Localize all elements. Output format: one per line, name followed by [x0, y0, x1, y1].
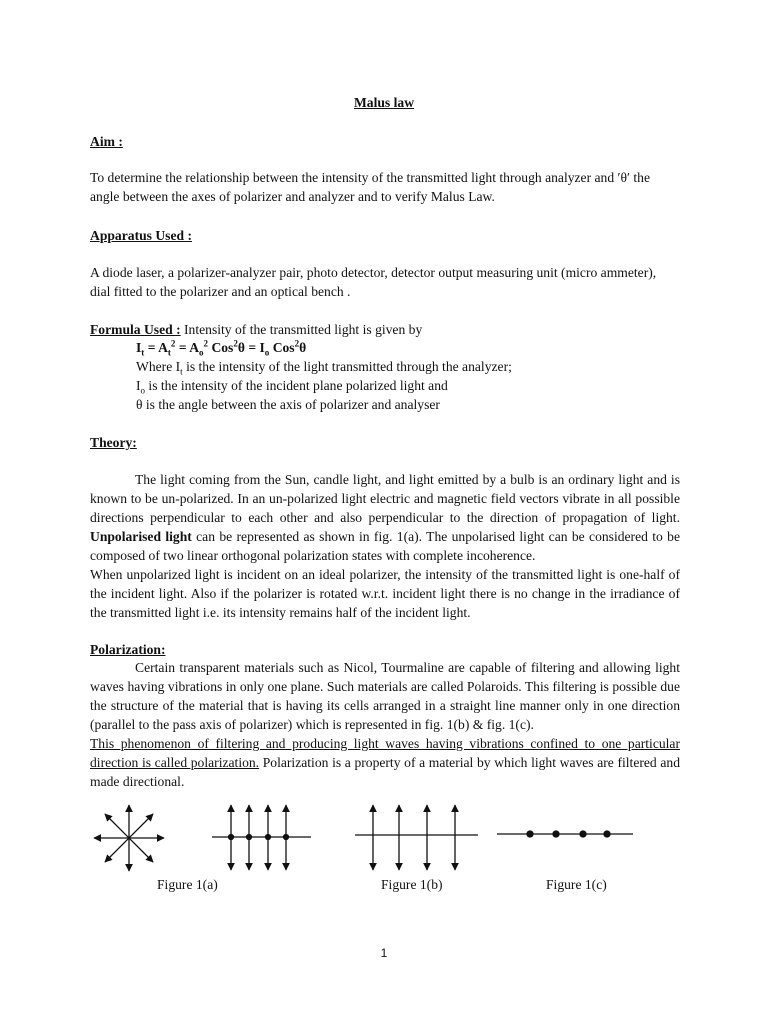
apparatus-line-1: A diode laser, a polarizer-analyzer pair, photo detector, detector output measuring unit (micro ammeter),: [90, 265, 657, 280]
eq-sub: o: [199, 347, 204, 358]
page-title: Malus law: [353, 95, 415, 110]
polarization-heading: Polarization:: [90, 642, 166, 657]
eq-sub: t: [167, 347, 171, 358]
io-text: is the intensity of the incident plane polarized light and: [145, 378, 448, 393]
eq-part: Cos: [208, 340, 234, 355]
formula-io-line: [136, 376, 448, 395]
eq-sup: 2: [170, 338, 176, 349]
page-number: 1: [380, 946, 388, 960]
aim-line-2: angle between the axes of polarizer and analyzer and to verify Malus Law.: [90, 189, 495, 204]
eq-sub: t: [141, 347, 145, 358]
apparatus-text: [90, 263, 680, 301]
eq-sub: o: [264, 347, 270, 358]
figure-1a-unpolarized-star: [94, 805, 164, 871]
theory-text-run: The light coming from the Sun, candle light, and light emitted by a bulb is an ordinary light and is known to be un-polarized. In an un-polarized light electric and magnetic field vectors vibrate in all possible directions perpendicular to each other and also perpendicular to the direction of propagation of light.: [90, 472, 680, 525]
figure-1a-components: [212, 805, 311, 870]
where-text: is the intensity of the light transmitted through the analyzer;: [182, 359, 512, 374]
eq-part: I: [136, 340, 142, 355]
theory-paragraph-1: [90, 470, 680, 565]
polarization-definition: This phenomenon of filtering and producing light waves having vibrations confined to one particular direction is called polarization.: [90, 736, 680, 770]
formula-intro: Intensity of the transmitted light is given by: [180, 322, 423, 337]
io-sub: o: [140, 385, 146, 396]
where-sub: t: [180, 366, 183, 377]
polarization-text-run: Polarization is a property of a material by which light waves are filtered and made directional.: [90, 755, 680, 789]
formula-heading: Formula Used :: [90, 322, 181, 337]
eq-sup: 2: [233, 338, 238, 349]
theory-text: [90, 470, 680, 622]
eq-part: = A: [144, 340, 168, 355]
polarization-figures: [0, 790, 768, 875]
apparatus-line-2: dial fitted to the polarizer and an optical bench .: [90, 284, 351, 299]
figure-1c-caption: Figure 1(c): [546, 877, 607, 892]
theory-text-run: can be represented as shown in fig. 1(a). The unpolarised light can be considered to be composed of two linear orthogonal polarization states with complete incoherence.: [90, 529, 681, 563]
eq-part: θ = I: [237, 340, 265, 355]
aim-heading: Aim :: [90, 134, 123, 149]
eq-part: Cos: [269, 340, 295, 355]
formula-theta-line: θ is the angle between the axis of polarizer and analyser: [136, 397, 440, 412]
where-text: Where I: [136, 359, 181, 374]
theory-paragraph-2: When unpolarized light is incident on an ideal polarizer, the intensity of the transmitted light is one-half of the incident light. Also if the polarizer is rotated w.r.t. incident light there is no change in the irradiance of the transmitted light i.e. its intensity remains half of the incident light.: [90, 567, 680, 620]
aim-text: [90, 168, 680, 206]
eq-part: = A: [175, 340, 200, 355]
theory-heading: Theory:: [90, 435, 137, 450]
polarization-text: [90, 658, 680, 791]
theory-bold-term: Unpolarised light: [90, 529, 192, 544]
polarization-paragraph-1: Certain transparent materials such as Nicol, Tourmaline are capable of filtering and allowing light waves having vibrations in only one plane. Such materials are called Polaroids. This filtering is possible due the structure of the material that is having its cells arranged in a straight line manner only in one direction (parallel to the pass axis of polarizer) which is represented in fig. 1(b) & fig. 1(c).: [90, 660, 680, 732]
formula-where-line: [136, 357, 512, 376]
eq-part: θ: [299, 340, 307, 355]
io-text: I: [136, 378, 141, 393]
aim-line-1: To determine the relationship between the intensity of the transmitted light through analyzer and ′θ′ the: [90, 170, 651, 185]
eq-sup: 2: [294, 338, 300, 349]
formula-heading-line: [90, 320, 422, 339]
figure-1c-dots-polarization: [497, 831, 633, 837]
eq-sup: 2: [203, 338, 209, 349]
apparatus-heading: Apparatus Used :: [90, 228, 192, 243]
formula-equation: [136, 338, 306, 357]
figure-1b-vertical-polarization: [355, 805, 478, 870]
polarization-paragraph-2: [90, 734, 680, 791]
figure-1b-caption: Figure 1(b): [381, 877, 443, 892]
figure-1a-caption: Figure 1(a): [157, 877, 218, 892]
